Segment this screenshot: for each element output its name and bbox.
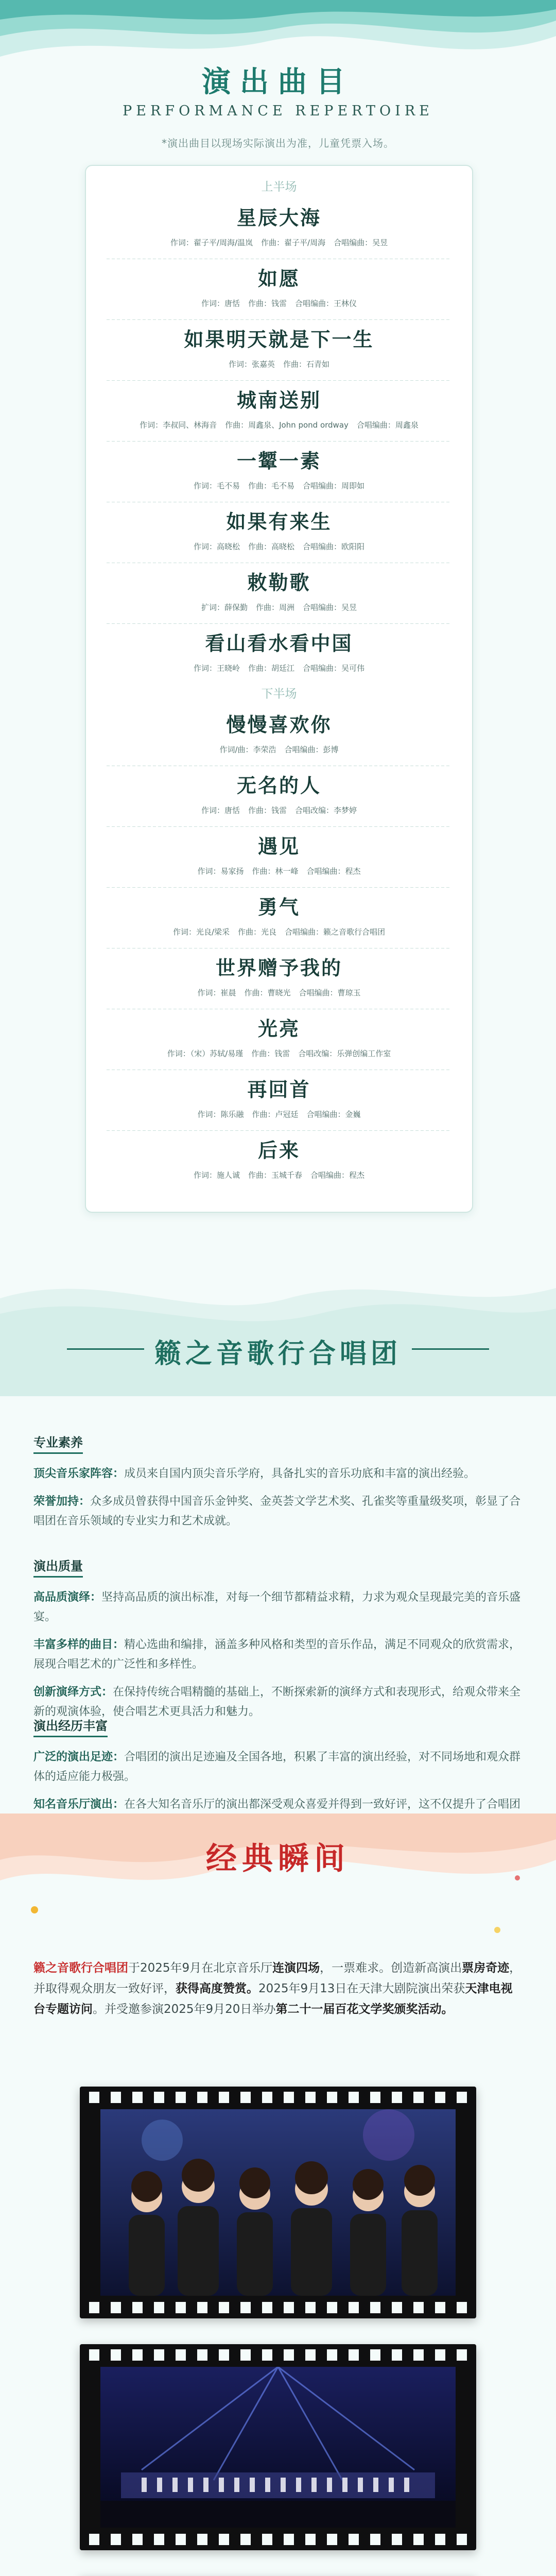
choir-info-item-key: 荣誉加持：: [33, 1495, 91, 1508]
moments-title: 经典瞬间: [206, 1841, 350, 1877]
song-credit: 作曲：高晓松: [248, 542, 294, 551]
song-title: 如愿: [257, 267, 300, 290]
song-title: 星辰大海: [236, 206, 321, 229]
choir-info-item-key: 广泛的演出足迹：: [33, 1751, 125, 1764]
song-credit: 作曲：玉城千春: [248, 1171, 302, 1180]
song-credit: 合唱编曲：籁之音歌行合唱团: [285, 927, 386, 937]
moments-highlight: 天津电视台专题访问: [33, 1982, 513, 2016]
song-credits: [91, 541, 467, 552]
moments-highlight: 票房奇迹: [462, 1961, 510, 1975]
choir-info-item-key: 创新演绎方式：: [33, 1686, 113, 1699]
song-credit: 合唱编曲：吴昱: [334, 238, 388, 247]
song-credit: 作词：高晓松: [193, 542, 240, 551]
song-credits: [91, 1048, 467, 1059]
song-credit: 合唱编曲：吴可伟: [303, 664, 365, 673]
song-divider: [107, 1130, 451, 1131]
song-title: 再回首: [247, 1078, 311, 1101]
song-credit: 作词：易家扬: [197, 867, 244, 876]
song-credits: [91, 1170, 467, 1180]
moments-choir-name: 籁之音歌行合唱团: [33, 1961, 128, 1975]
choir-info-item: [33, 1588, 523, 1627]
film-perforation: [89, 2349, 467, 2361]
song-credits: [91, 480, 467, 491]
moments-text-run: 2025年9月13日在天津大剧院演出荣获: [258, 1982, 465, 1995]
song-credit: 合唱改编：乐弹创编工作室: [298, 1049, 391, 1058]
song-credit: 作词：（宋）苏轼/易瑾: [167, 1049, 244, 1058]
choir-info-section: [33, 1432, 523, 1539]
second-half-label: 下半场: [261, 687, 297, 701]
moments-text-run: ，一票难求。创造新高演出: [320, 1961, 462, 1975]
choir-title-line-right: [412, 1348, 489, 1350]
song-credit: 作词：唐恬: [201, 806, 240, 815]
choir-info-item-text: 坚持高品质的演出标准，对每一个细节都精益求精，力求为观众呈现最完美的音乐盛宴。: [33, 1591, 521, 1623]
choir-info-heading: 演出质量: [33, 1556, 83, 1578]
choir-info-item-key: 高品质演绎：: [33, 1591, 102, 1604]
song-credit: 作曲：林一峰: [252, 867, 299, 876]
song-title: 无名的人: [236, 774, 321, 797]
song-title: 勇气: [257, 895, 300, 919]
song-credit: 合唱编曲：程杰: [310, 1171, 365, 1180]
film-perforation: [89, 2302, 467, 2313]
song-credits: [91, 602, 467, 613]
song-credit: 合唱编曲：曹琼玉: [299, 988, 361, 997]
choir-info-heading: 专业素养: [33, 1432, 83, 1454]
song-credit: 作曲：胡廷江: [248, 664, 294, 673]
song-credit: 作曲：周鑫泉、John pond ordway: [225, 420, 349, 430]
song-credits: [91, 298, 467, 309]
song-credits: [91, 805, 467, 816]
song-credit: 合唱编曲：欧阳阳: [303, 542, 365, 551]
first-half-label: 上半场: [261, 180, 297, 194]
moments-wave-decoration: [0, 1814, 556, 1947]
song-divider: [107, 380, 451, 381]
song-credits: [91, 987, 467, 998]
song-credit: 合唱编曲：周即如: [303, 481, 365, 490]
moments-text-run: 于2025年9月在北京音乐厅: [128, 1961, 273, 1975]
song-credits: [91, 926, 467, 937]
choir-wave-decoration: [0, 1236, 556, 1396]
song-divider: [107, 623, 451, 624]
song-item: [86, 1134, 472, 1211]
song-credit: 作词：崔晨: [197, 988, 236, 997]
song-divider: [107, 826, 451, 827]
song-title: 后来: [257, 1139, 300, 1162]
song-credit: 作曲：光良: [238, 927, 277, 937]
choir-info-item-text: 成员来自国内顶尖音乐学府，具备扎实的音乐功底和丰富的演出经验。: [124, 1467, 476, 1480]
moments-highlight: 获得高度赞赏。: [176, 1982, 258, 1995]
choir-info-heading: 演出经历丰富: [33, 1716, 108, 1737]
song-credit: 合唱编曲：周鑫泉: [356, 420, 419, 430]
song-credit: 作词：毛不易: [193, 481, 240, 490]
song-title: 看山看水看中国: [205, 632, 353, 655]
confetti-dot: [494, 1927, 500, 1933]
photo-film-choir: [80, 2087, 476, 2318]
film-perforation: [89, 2534, 467, 2545]
page-title: 演出曲目: [202, 65, 354, 99]
choir-info-item-key: 知名音乐厅演出：: [33, 1798, 125, 1811]
choir-info-item: [33, 1492, 523, 1531]
concert-hall-photo: [100, 2367, 456, 2528]
song-title: 一颦一素: [236, 449, 321, 472]
choir-info-item: [33, 1748, 523, 1787]
song-title: 城南送别: [236, 388, 321, 412]
song-credit: 作曲：翟子平/周海: [261, 238, 326, 247]
choir-info-item-text: 众多成员曾获得中国音乐金钟奖、金英荟文学艺术奖、孔雀奖等重量级奖项，彰显了合唱团在音乐领域的专业实力和艺术成就。: [33, 1495, 521, 1528]
song-credit: 作词：施人诚: [193, 1171, 240, 1180]
song-credit: 作词：唐恬: [201, 299, 240, 308]
song-credit: 作词：王晓岭: [193, 664, 240, 673]
song-credits: [91, 744, 467, 755]
song-title: 如果明天就是下一生: [184, 328, 374, 351]
moments-text-run: 。并受邀参演2025年9月20日举办: [93, 2003, 276, 2016]
song-title: 慢慢喜欢你: [226, 713, 332, 736]
song-credit: 合唱编曲：王林仪: [295, 299, 357, 308]
choir-info-item-text: 在各大知名音乐厅的演出都深受观众喜爱并得到一致好评，这不仅提升了合唱团: [124, 1798, 521, 1811]
song-credits: [91, 866, 467, 876]
song-credit: 作曲：曹晓光: [244, 988, 291, 997]
page-note: *演出曲目以现场实际演出为准，儿童凭票入场。: [162, 137, 394, 149]
song-title: 敕勒歌: [247, 571, 311, 594]
moments-highlight: 第二十一届百花文学奖颁奖活动。: [275, 2003, 454, 2016]
song-credit: 作曲：钱雷: [248, 806, 287, 815]
choir-info-item-key: 丰富多样的曲目：: [33, 1638, 125, 1651]
moments-highlight: 连演四场: [272, 1961, 320, 1975]
photo-film-concert: [80, 2344, 476, 2550]
confetti-dot: [31, 1906, 38, 1913]
song-divider: [107, 319, 451, 320]
page-subtitle-en: PERFORMANCE REPERTOIRE: [123, 103, 433, 119]
choir-info-item-text: 合唱团的演出足迹遍及全国各地，积累了丰富的演出经验，对不同场地和观众群体的适应能力极强。: [33, 1751, 521, 1783]
song-credit: 合唱编曲：吴昱: [303, 603, 357, 612]
moments-paragraph-1: [33, 1958, 523, 2020]
film-perforation: [89, 2092, 467, 2103]
choir-info-section: [33, 1556, 523, 1730]
song-credits: [91, 663, 467, 673]
song-title: 光亮: [257, 1017, 300, 1040]
song-divider: [107, 441, 451, 442]
choir-info-item-text: 精心选曲和编排，涵盖多种风格和类型的音乐作品，满足不同观众的欣赏需求，展现合唱艺术的广泛性和多样性。: [33, 1638, 521, 1671]
song-credit: 合唱编曲：程杰: [306, 867, 361, 876]
song-credit: 作词：光良/梁采: [172, 927, 230, 937]
song-credit: 作词：张嘉英: [228, 360, 275, 369]
program-list: [85, 165, 473, 1213]
choir-info-item-key: 顶尖音乐家阵容：: [33, 1467, 125, 1480]
song-credit: 合唱改编：李梦婷: [295, 806, 357, 815]
song-credit: 作曲：周洲: [255, 603, 294, 612]
song-credit: 作曲：钱雷: [251, 1049, 290, 1058]
choir-title: 籁之音歌行合唱团: [154, 1338, 402, 1369]
song-credit: 合唱编曲：金巍: [306, 1110, 361, 1119]
moments-text-run: ，并取得观众朋友一致好评，: [33, 1961, 522, 1995]
song-credit: 作曲：卢冠廷: [252, 1110, 299, 1119]
song-credits: [91, 1109, 467, 1120]
song-credit: 作词：翟子平/周海/温岚: [170, 238, 253, 247]
song-credits: [91, 419, 467, 430]
song-title: 遇见: [257, 835, 300, 858]
song-credits: [91, 359, 467, 369]
song-credit: 作词：李叔同、林海音: [140, 420, 217, 430]
choir-info-item-text: 在保持传统合唱精髓的基础上，不断探索新的演绎方式和表现形式，给观众带来全新的观演体验，使合唱艺术更具活力和魅力。: [33, 1686, 521, 1718]
song-credit: 作曲：毛不易: [248, 481, 294, 490]
song-credit: 合唱编曲：彭博: [284, 745, 339, 754]
choir-info-item: [33, 1464, 523, 1484]
song-credit: 作曲：钱雷: [248, 299, 287, 308]
song-credits: [91, 237, 467, 248]
song-credit: 作曲：石青如: [283, 360, 330, 369]
song-title: 世界赠予我的: [215, 956, 342, 979]
song-divider: [107, 887, 451, 888]
choir-info-item: [33, 1635, 523, 1674]
song-credit: 作词：陈乐融: [197, 1110, 244, 1119]
choir-stage-photo: [100, 2109, 456, 2296]
song-title: 如果有来生: [226, 510, 332, 533]
song-credit: 扩词：薛保勤: [201, 603, 248, 612]
song-credit: 作词/曲：李荣浩: [219, 745, 276, 754]
